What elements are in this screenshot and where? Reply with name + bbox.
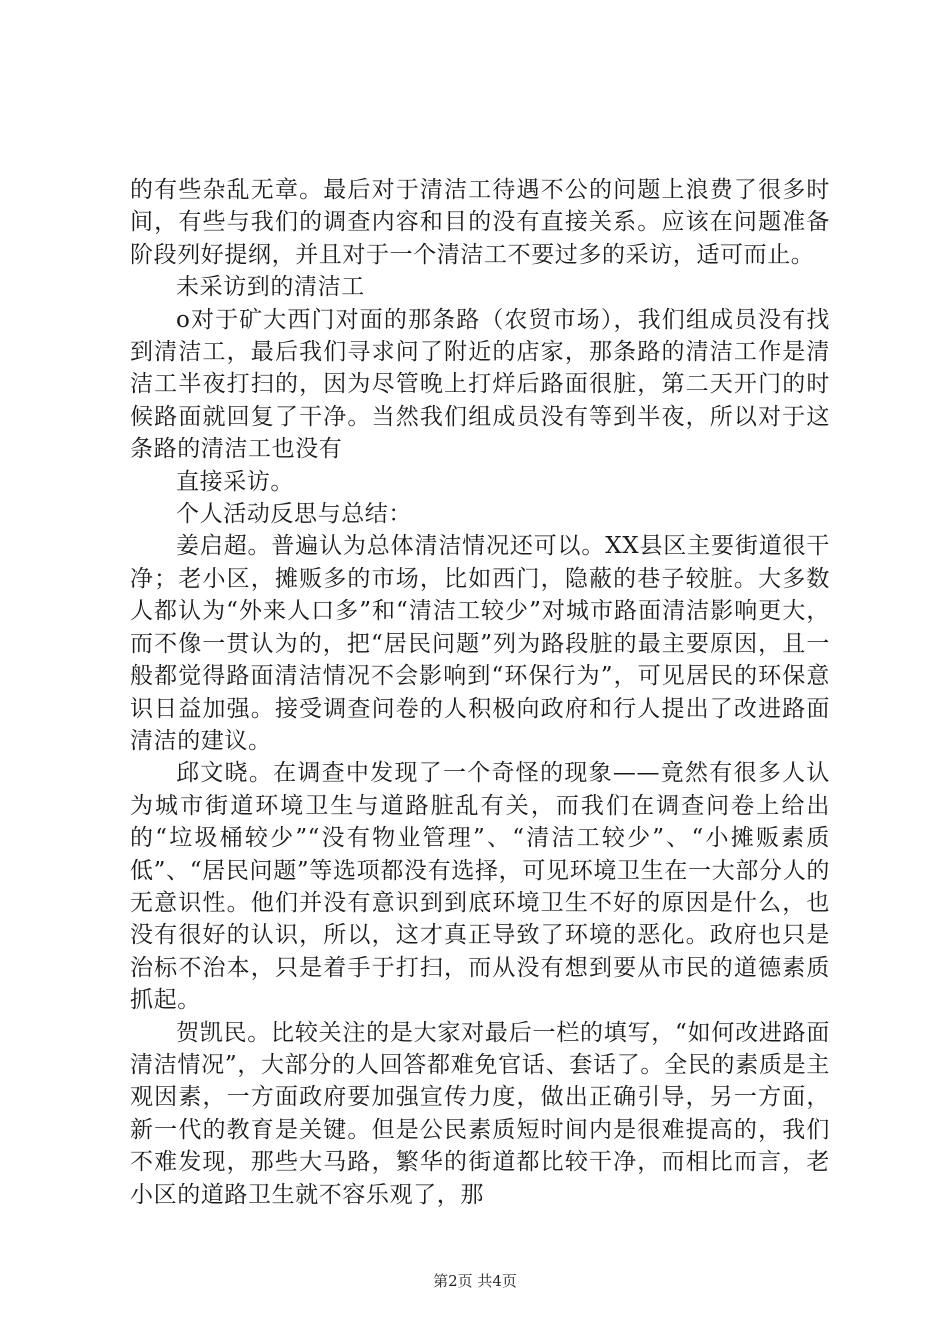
paragraph: 邱文晓。在调查中发现了一个奇怪的现象——竟然有很多人认为城市街道环境卫生与道路脏乱有关，而我们在调查问卷上给出的“垃圾桶较少”“没有物业管理”、“清洁工较少”、“小摊贩素质低”、“居民问题”等选项都没有选择，可见环境卫生在一大部分人的无意识性。他们并没有意识到到底环境卫生不好的原因是什么，也没有很好的认识，所以，这才真正导致了环境的恶化。政府也只是治标不治本，只是着手于打扫，而从没有想到要从市民的道德素质抓起。 [130, 760, 830, 1014]
page-footer: 第2页 共4页 [433, 1272, 517, 1290]
paragraph: o对于矿大西门对面的那条路（农贸市场），我们组成员没有找到清洁工，最后我们寻求问了附近的店家，那条路的清洁工作是清洁工半夜打扫的，因为尽管晚上打烊后路面很脏，第二天开门的时候路面就回复了干净。当然我们组成员没有等到半夜，所以对于这条路的清洁工也没有 [130, 306, 830, 463]
section-heading: 个人活动反思与总结： [176, 501, 412, 528]
paragraph: 姜启超。普遍认为总体清洁情况还可以。XX县区主要街道很干净；老小区，摊贩多的市场，比如西门，隐蔽的巷子较脏。大多数人都认为“外来人口多”和“清洁工较少”对城市路面清洁影响更大，而不像一贯认为的，把“居民问题”列为路段脏的最主要原因，且一般都觉得路面清洁情况不会影响到“环保行为”，可见居民的环保意识日益加强。接受调查问卷的人积极向政府和行人提出了改进路面清洁的建议。 [130, 533, 830, 754]
paragraph: 贺凯民。比较关注的是大家对最后一栏的填写，“如何改进路面清洁情况”，大部分的人回答都难免官话、套话了。全民的素质是主观因素，一方面政府要加强宣传力度，做出正确引导，另一方面，新一代的教育是关键。但是公民素质短时间内是很难提高的，我们不难发现，那些大马路，繁华的街道都比较干净，而相比而言，老小区的道路卫生就不容乐观了，那 [130, 1019, 830, 1208]
paragraph: 直接采访。 [176, 468, 294, 495]
paragraph: 的有些杂乱无章。最后对于清洁工待遇不公的问题上浪费了很多时间，有些与我们的调查内容和目的没有直接关系。应该在问题准备阶段列好提纲，并且对于一个清洁工不要过多的采访，适可而止。 [130, 177, 830, 268]
section-heading: 未采访到的清洁工 [176, 274, 365, 301]
document-body [130, 174, 830, 1211]
